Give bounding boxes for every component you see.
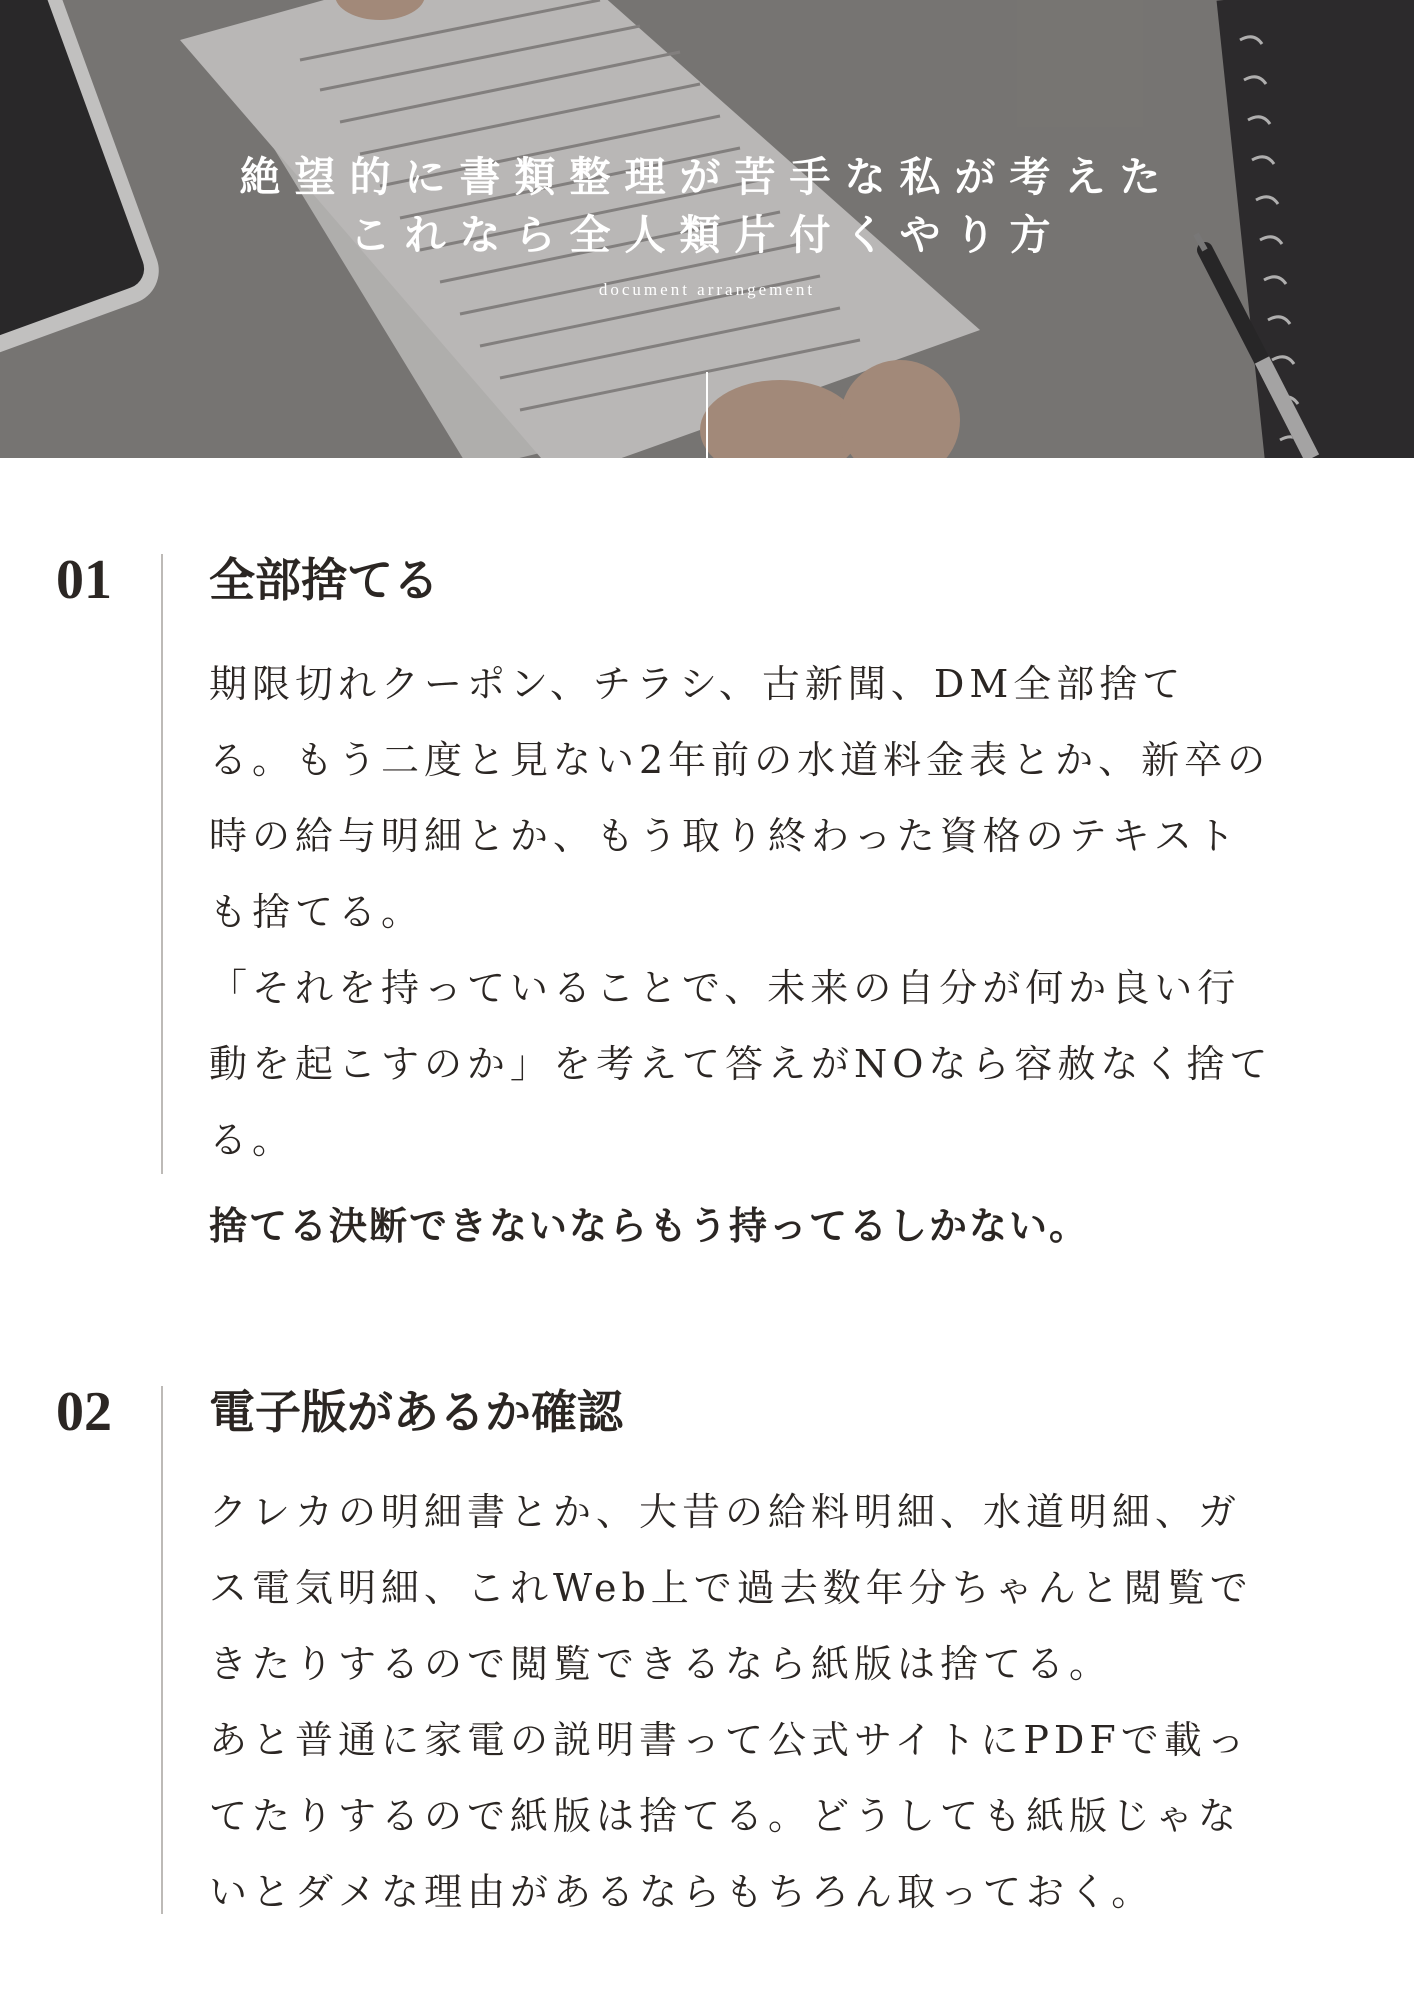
body-line: ス電気明細、これWeb上で過去数年分ちゃんと閲覧で <box>209 1566 1253 1610</box>
body-line: る。 <box>209 1118 296 1162</box>
body-line: 時の給与明細とか、もう取り終わった資格のテキスト <box>209 814 1240 858</box>
section-heading: 全部捨てる <box>209 553 439 607</box>
body-line: 「それを持っていることで、未来の自分が何か良い行 <box>209 966 1241 1010</box>
hero-subtitle: document arrangement <box>598 280 816 299</box>
section-number: 01 <box>56 549 112 611</box>
body-line: も捨てる。 <box>209 890 425 934</box>
hero-banner <box>0 0 1414 458</box>
hero-title-line1: 絶望的に書類整理が苦手な私が考えた <box>239 153 1175 201</box>
section-number: 02 <box>56 1381 112 1443</box>
body-line: てたりするので紙版は捨てる。どうしても紙版じゃな <box>209 1794 1242 1838</box>
section-divider-line <box>161 1386 163 1914</box>
body-line: あと普通に家電の説明書って公式サイトにPDFで載っ <box>209 1718 1250 1762</box>
section-heading: 電子版があるか確認 <box>209 1385 623 1439</box>
section-body <box>209 1474 1329 1930</box>
body-line: クレカの明細書とか、大昔の給料明細、水道明細、ガ <box>209 1490 1242 1534</box>
section-emphasis: 捨てる決断できないならもう持ってるしかない。 <box>209 1204 1090 1248</box>
body-line: きたりするので閲覧できるなら紙版は捨てる。 <box>209 1642 1113 1686</box>
body-line: いとダメな理由があるならもちろん取っておく。 <box>209 1870 1155 1914</box>
hero-divider-line <box>706 372 708 458</box>
body-line: る。もう二度と見ない2年前の水道料金表とか、新卒の <box>209 738 1271 782</box>
body-line: 期限切れクーポン、チラシ、古新聞、DM全部捨て <box>209 662 1186 706</box>
body-line: 動を起こすのか」を考えて答えがNOなら容赦なく捨て <box>209 1042 1273 1086</box>
section-divider-line <box>161 554 163 1174</box>
hero-title-line2: これなら全人類片付くやり方 <box>349 211 1065 259</box>
section-body <box>209 646 1329 1178</box>
